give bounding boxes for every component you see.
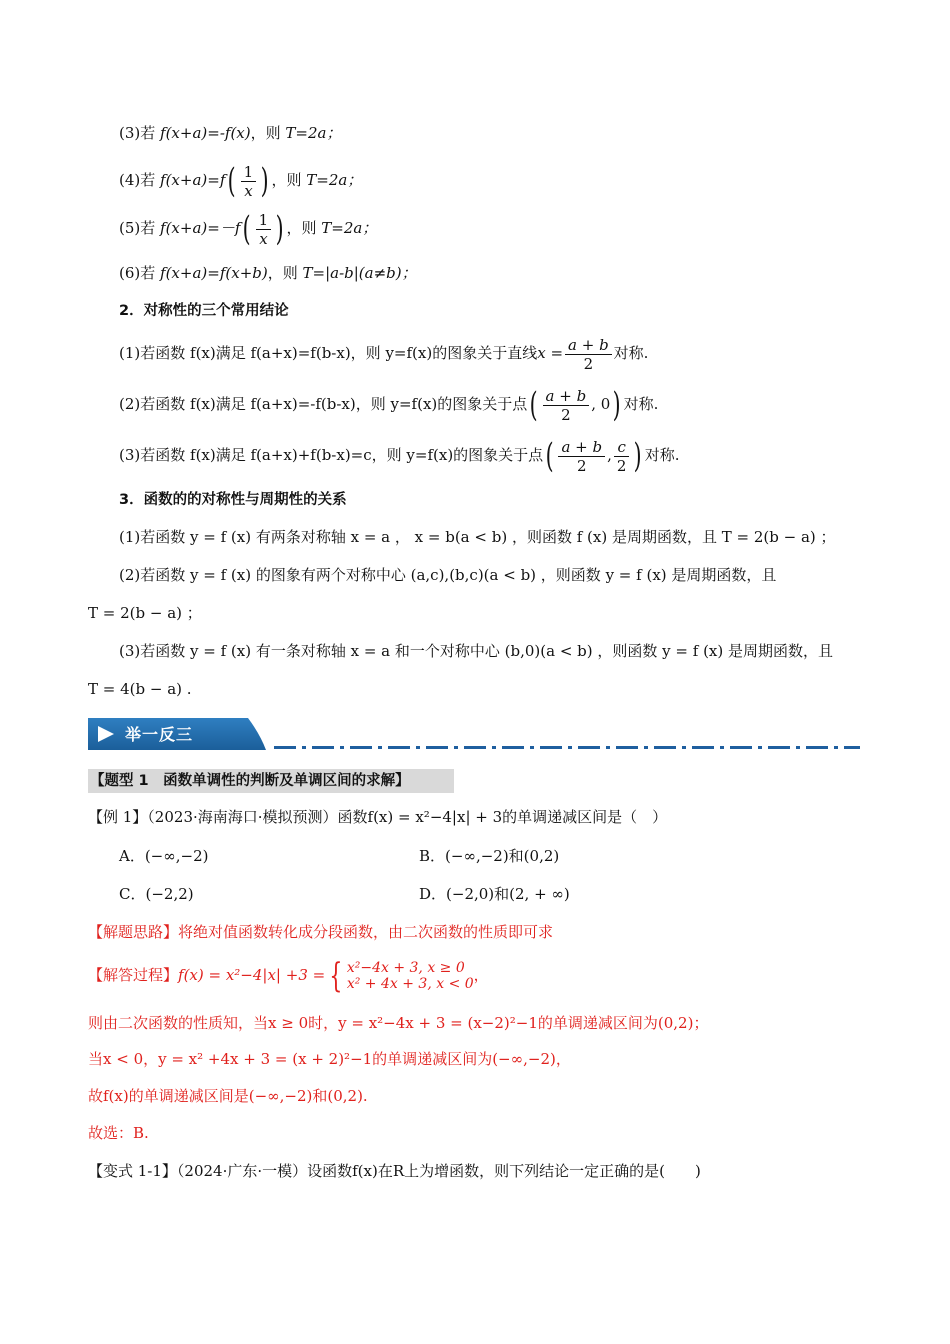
solution-idea: 【解题思路】将绝对值函数转化成分段函数，由二次函数的性质即可求 (88, 923, 554, 941)
option-c: C．(−2,2) (119, 885, 194, 903)
periodicity-item-3: (3)若 f(x+a)=-f(x)，则 T=2a； (119, 124, 342, 142)
relation-item-3-cont: T = 4(b − a) . (88, 680, 192, 698)
periodicity-item-5: (5)若 f(x+a)=－f( $\frac{1}{x}$ ) ，则 T=2a； (119, 209, 378, 249)
option-b: B．(−∞,−2)和(0,2) (419, 847, 560, 865)
solution-line-3: 故f(x)的单调递减区间是(−∞,−2)和(0,2). (88, 1087, 368, 1105)
periodicity-item-6: (6)若 f(x+a)=f(x+b)，则 T=|a-b|(a≠b)； (119, 264, 417, 282)
solution-answer: 故选：B. (88, 1124, 149, 1142)
solution-process: 【解答过程】f(x) = x²−4|x| +3 = { x²−4x + 3, x ≥ 0 x² + 4x + 3, x < 0 ， (88, 956, 489, 996)
relation-item-2-cont: T = 2(b − a) ； (88, 604, 202, 622)
option-d: D．(−2,0)和(2, + ∞) (419, 885, 570, 903)
symmetry-item-2: (2)若函数 f(x)满足 f(a+x)=-f(b-x)，则 y=f(x)的图象关于点( $\frac{a + b}{2}$ , 0) 对称. (119, 385, 659, 425)
solution-line-2: 当x < 0，y = x² +4x + 3 = (x + 2)²−1的单调递减区间为(−∞,−2)， (88, 1050, 571, 1068)
periodicity-item-4: (4)若 f(x+a)=f( $\frac{1}{x}$ ) ，则 T=2a； (119, 161, 363, 201)
solution-line-1: 则由二次函数的性质知，当x ≥ 0时，y = x²−4x + 3 = (x−2)²−1的单调递减区间为(0,2)； (88, 1014, 709, 1032)
example-stem: 【例 1】（2023·海南海口·模拟预测）函数f(x) = x²−4|x| + 3的单调递减区间是（ ） (88, 808, 668, 826)
option-a: A．(−∞,−2) (119, 847, 209, 865)
symmetry-item-3: (3)若函数 f(x)满足 f(a+x)+f(b-x)=c，则 y=f(x)的图象关于点( $\frac{a + b}{2}$ , $\frac{c}{2}$ ) 对称. (119, 436, 680, 476)
relation-item-2: (2)若函数 y = f (x) 的图象有两个对称中心 (a,c),(b,c)(a < b) ，则函数 y = f (x) 是周期函数，且 (119, 566, 777, 584)
symmetry-heading: 2．对称性的三个常用结论 (119, 303, 289, 319)
section-banner-label: 举一反三 (125, 725, 194, 744)
relation-heading: 3．函数的的对称性与周期性的关系 (119, 492, 347, 508)
variant-stem: 【变式 1-1】（2024·广东·一模）设函数f(x)在R上为增函数，则下列结论一定正确的是( ) (88, 1162, 701, 1180)
symmetry-item-1: (1)若函数 f(x)满足 f(a+x)=f(b-x)，则 y=f(x)的图象关于直线x = $\frac{a + b}{2}$ 对称. (119, 335, 649, 373)
decorative-dash-line (274, 746, 860, 749)
relation-item-3: (3)若函数 y = f (x) 有一条对称轴 x = a 和一个对称中心 (b,0)(a < b) ，则函数 y = f (x) 是周期函数，且 (119, 642, 833, 660)
relation-item-1: (1)若函数 y = f (x) 有两条对称轴 x = a ， x = b(a < b) ，则函数 f (x) 是周期函数，且 T = 2(b − a) ； (119, 528, 836, 546)
type-heading: 【题型 1 函数单调性的判断及单调区间的求解】 (90, 773, 410, 789)
